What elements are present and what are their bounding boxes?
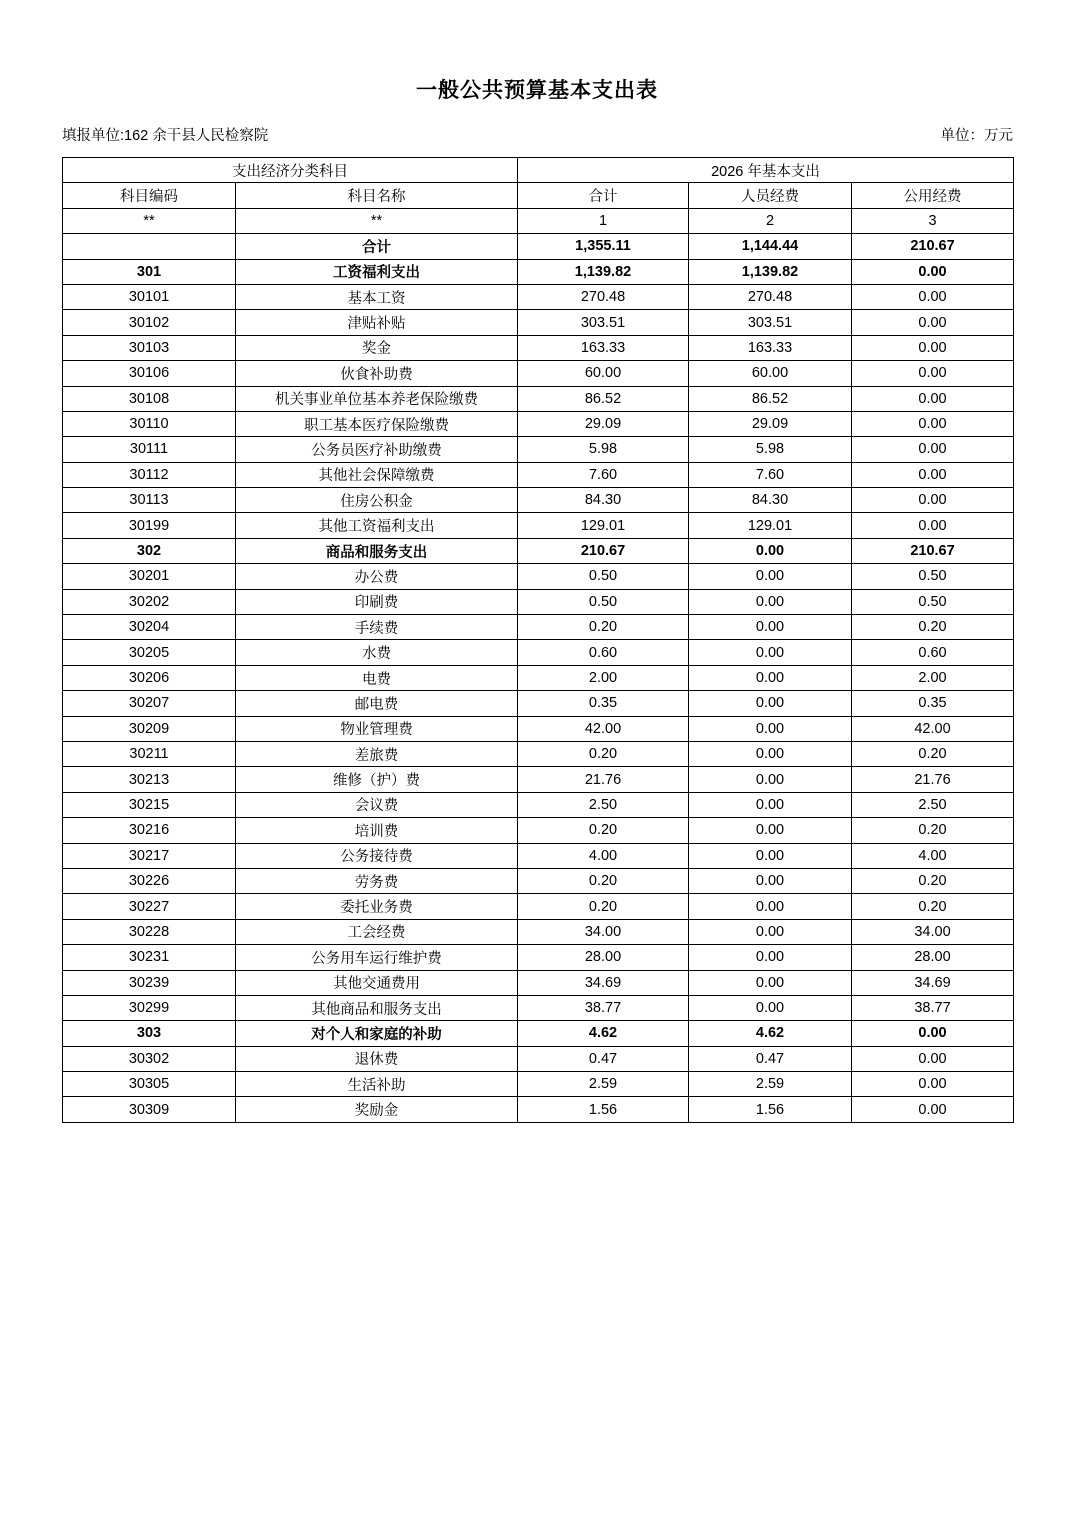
personnel-funds-cell: 0.00 <box>689 665 852 690</box>
column-header-subject-name: 科目名称 <box>236 183 518 208</box>
public-funds-cell: 2.50 <box>852 792 1014 817</box>
meta-row <box>62 124 1013 145</box>
personnel-funds-cell: 29.09 <box>689 411 852 436</box>
public-funds-cell: 0.50 <box>852 564 1014 589</box>
subject-code-cell: 30302 <box>63 1046 236 1071</box>
table-row <box>63 615 1014 640</box>
public-funds-cell: 0.00 <box>852 361 1014 386</box>
personnel-funds-cell: 60.00 <box>689 361 852 386</box>
public-funds-cell: 0.20 <box>852 868 1014 893</box>
personnel-funds-cell: 0.00 <box>689 792 852 817</box>
personnel-funds-cell: 0.00 <box>689 564 852 589</box>
table-row <box>63 868 1014 893</box>
table-row <box>63 284 1014 309</box>
header-group-row <box>63 158 1014 183</box>
subject-code-cell: 30217 <box>63 843 236 868</box>
personnel-funds-cell: 0.00 <box>689 843 852 868</box>
table-row <box>63 1021 1014 1046</box>
public-funds-cell: 0.00 <box>852 411 1014 436</box>
subject-code-cell: 30213 <box>63 767 236 792</box>
personnel-funds-cell: 0.00 <box>689 741 852 766</box>
public-funds-cell: 0.20 <box>852 615 1014 640</box>
total-cell: 38.77 <box>518 995 689 1020</box>
public-funds-cell: 0.20 <box>852 818 1014 843</box>
public-funds-cell: 0.00 <box>852 1046 1014 1071</box>
subject-code-cell: 30209 <box>63 716 236 741</box>
subject-code-cell: 302 <box>63 538 236 563</box>
code-index-cell: ** <box>236 208 518 233</box>
table-row <box>63 894 1014 919</box>
personnel-funds-cell: 0.00 <box>689 716 852 741</box>
code-index-cell: 2 <box>689 208 852 233</box>
subject-name-cell: 会议费 <box>236 792 518 817</box>
personnel-funds-cell: 1,139.82 <box>689 259 852 284</box>
table-row <box>63 919 1014 944</box>
subject-code-cell: 30239 <box>63 970 236 995</box>
table-row <box>63 437 1014 462</box>
subject-code-cell: 30226 <box>63 868 236 893</box>
personnel-funds-cell: 0.00 <box>689 640 852 665</box>
public-funds-cell: 0.00 <box>852 1097 1014 1122</box>
table-row <box>63 513 1014 538</box>
total-cell: 2.50 <box>518 792 689 817</box>
total-cell: 21.76 <box>518 767 689 792</box>
subject-name-cell: 合计 <box>236 234 518 259</box>
public-funds-cell: 0.00 <box>852 284 1014 309</box>
subject-name-cell: 委托业务费 <box>236 894 518 919</box>
total-cell: 0.35 <box>518 691 689 716</box>
subject-code-cell: 30227 <box>63 894 236 919</box>
subject-code-cell: 30106 <box>63 361 236 386</box>
personnel-funds-cell: 0.00 <box>689 868 852 893</box>
header-group-classification: 支出经济分类科目 <box>63 158 518 183</box>
subject-name-cell: 其他商品和服务支出 <box>236 995 518 1020</box>
personnel-funds-cell: 163.33 <box>689 335 852 360</box>
subject-code-cell: 30108 <box>63 386 236 411</box>
public-funds-cell: 0.00 <box>852 386 1014 411</box>
subject-code-cell: 30111 <box>63 437 236 462</box>
subject-name-cell: 奖励金 <box>236 1097 518 1122</box>
public-funds-cell: 0.60 <box>852 640 1014 665</box>
total-cell: 86.52 <box>518 386 689 411</box>
subject-code-cell: 30215 <box>63 792 236 817</box>
subject-code-cell: 303 <box>63 1021 236 1046</box>
personnel-funds-cell: 1,144.44 <box>689 234 852 259</box>
personnel-funds-cell: 0.00 <box>689 818 852 843</box>
personnel-funds-cell: 0.00 <box>689 615 852 640</box>
subject-code-cell: 30101 <box>63 284 236 309</box>
total-cell: 163.33 <box>518 335 689 360</box>
code-index-cell: 1 <box>518 208 689 233</box>
public-funds-cell: 0.00 <box>852 1021 1014 1046</box>
personnel-funds-cell: 0.00 <box>689 919 852 944</box>
table-row <box>63 1072 1014 1097</box>
table-row <box>63 767 1014 792</box>
public-funds-cell: 210.67 <box>852 538 1014 563</box>
subject-code-cell: 30231 <box>63 945 236 970</box>
table-row <box>63 640 1014 665</box>
header-columns-row <box>63 183 1014 208</box>
subject-code-cell: 30102 <box>63 310 236 335</box>
table-row <box>63 386 1014 411</box>
subject-code-cell: 30216 <box>63 818 236 843</box>
public-funds-cell: 0.00 <box>852 488 1014 513</box>
personnel-funds-cell: 86.52 <box>689 386 852 411</box>
total-cell: 84.30 <box>518 488 689 513</box>
table-row <box>63 259 1014 284</box>
total-cell: 7.60 <box>518 462 689 487</box>
subject-name-cell: 电费 <box>236 665 518 690</box>
subject-name-cell: 手续费 <box>236 615 518 640</box>
table-row <box>63 361 1014 386</box>
subject-name-cell: 职工基本医疗保险缴费 <box>236 411 518 436</box>
column-header-public-funds: 公用经费 <box>852 183 1014 208</box>
subject-code-cell: 301 <box>63 259 236 284</box>
table-row <box>63 1097 1014 1122</box>
total-cell: 0.47 <box>518 1046 689 1071</box>
public-funds-cell: 2.00 <box>852 665 1014 690</box>
personnel-funds-cell: 0.00 <box>689 970 852 995</box>
public-funds-cell: 42.00 <box>852 716 1014 741</box>
total-cell: 0.60 <box>518 640 689 665</box>
personnel-funds-cell: 2.59 <box>689 1072 852 1097</box>
total-cell: 34.00 <box>518 919 689 944</box>
table-row <box>63 665 1014 690</box>
subject-name-cell: 商品和服务支出 <box>236 538 518 563</box>
subject-name-cell: 印刷费 <box>236 589 518 614</box>
subject-code-cell: 30211 <box>63 741 236 766</box>
personnel-funds-cell: 129.01 <box>689 513 852 538</box>
subject-name-cell: 其他社会保障缴费 <box>236 462 518 487</box>
subject-code-cell: 30204 <box>63 615 236 640</box>
total-cell: 4.62 <box>518 1021 689 1046</box>
subject-name-cell: 维修（护）费 <box>236 767 518 792</box>
table-row <box>63 741 1014 766</box>
subject-name-cell: 伙食补助费 <box>236 361 518 386</box>
code-index-cell: 3 <box>852 208 1014 233</box>
total-cell: 129.01 <box>518 513 689 538</box>
table-row <box>63 488 1014 513</box>
subject-code-cell: 30309 <box>63 1097 236 1122</box>
public-funds-cell: 34.00 <box>852 919 1014 944</box>
public-funds-cell: 0.35 <box>852 691 1014 716</box>
public-funds-cell: 0.00 <box>852 513 1014 538</box>
table-row <box>63 818 1014 843</box>
total-cell: 0.20 <box>518 818 689 843</box>
subject-name-cell: 培训费 <box>236 818 518 843</box>
subject-name-cell: 对个人和家庭的补助 <box>236 1021 518 1046</box>
header-code-index-row <box>63 208 1014 233</box>
subject-name-cell: 公务接待费 <box>236 843 518 868</box>
subject-name-cell: 邮电费 <box>236 691 518 716</box>
public-funds-cell: 0.00 <box>852 335 1014 360</box>
table-row <box>63 335 1014 360</box>
total-cell: 0.50 <box>518 589 689 614</box>
total-cell: 0.50 <box>518 564 689 589</box>
table-row <box>63 462 1014 487</box>
total-cell: 1.56 <box>518 1097 689 1122</box>
total-cell: 2.59 <box>518 1072 689 1097</box>
personnel-funds-cell: 7.60 <box>689 462 852 487</box>
total-cell: 4.00 <box>518 843 689 868</box>
subject-code-cell: 30110 <box>63 411 236 436</box>
subject-code-cell: 30205 <box>63 640 236 665</box>
table-row <box>63 538 1014 563</box>
subject-name-cell: 退休费 <box>236 1046 518 1071</box>
table-row <box>63 792 1014 817</box>
subject-code-cell: 30305 <box>63 1072 236 1097</box>
subject-code-cell <box>63 234 236 259</box>
subject-code-cell: 30207 <box>63 691 236 716</box>
subject-code-cell: 30228 <box>63 919 236 944</box>
subject-code-cell: 30202 <box>63 589 236 614</box>
subject-name-cell: 机关事业单位基本养老保险缴费 <box>236 386 518 411</box>
subject-name-cell: 工资福利支出 <box>236 259 518 284</box>
table-row <box>63 945 1014 970</box>
total-cell: 29.09 <box>518 411 689 436</box>
public-funds-cell: 0.00 <box>852 437 1014 462</box>
table-body <box>63 234 1014 1123</box>
personnel-funds-cell: 0.47 <box>689 1046 852 1071</box>
public-funds-cell: 4.00 <box>852 843 1014 868</box>
total-cell: 0.20 <box>518 894 689 919</box>
personnel-funds-cell: 4.62 <box>689 1021 852 1046</box>
table-row <box>63 411 1014 436</box>
basic-expenditure-table <box>62 157 1014 1123</box>
subject-name-cell: 公务员医疗补助缴费 <box>236 437 518 462</box>
subject-code-cell: 30206 <box>63 665 236 690</box>
personnel-funds-cell: 84.30 <box>689 488 852 513</box>
subject-code-cell: 30103 <box>63 335 236 360</box>
subject-code-cell: 30113 <box>63 488 236 513</box>
personnel-funds-cell: 270.48 <box>689 284 852 309</box>
personnel-funds-cell: 303.51 <box>689 310 852 335</box>
personnel-funds-cell: 1.56 <box>689 1097 852 1122</box>
total-cell: 210.67 <box>518 538 689 563</box>
subject-name-cell: 奖金 <box>236 335 518 360</box>
subject-name-cell: 津贴补贴 <box>236 310 518 335</box>
subject-name-cell: 基本工资 <box>236 284 518 309</box>
personnel-funds-cell: 0.00 <box>689 894 852 919</box>
public-funds-cell: 21.76 <box>852 767 1014 792</box>
public-funds-cell: 34.69 <box>852 970 1014 995</box>
table-row <box>63 716 1014 741</box>
total-cell: 0.20 <box>518 741 689 766</box>
table-row <box>63 843 1014 868</box>
column-header-personnel-funds: 人员经费 <box>689 183 852 208</box>
total-cell: 303.51 <box>518 310 689 335</box>
table-row <box>63 1046 1014 1071</box>
personnel-funds-cell: 0.00 <box>689 538 852 563</box>
table-row <box>63 995 1014 1020</box>
header-group-year-expenditure: 2026 年基本支出 <box>518 158 1014 183</box>
personnel-funds-cell: 0.00 <box>689 995 852 1020</box>
public-funds-cell: 0.00 <box>852 1072 1014 1097</box>
total-cell: 1,355.11 <box>518 234 689 259</box>
total-cell: 2.00 <box>518 665 689 690</box>
subject-name-cell: 其他交通费用 <box>236 970 518 995</box>
subject-name-cell: 办公费 <box>236 564 518 589</box>
public-funds-cell: 0.50 <box>852 589 1014 614</box>
subject-code-cell: 30299 <box>63 995 236 1020</box>
personnel-funds-cell: 0.00 <box>689 589 852 614</box>
page-title: 一般公共预算基本支出表 <box>416 79 658 102</box>
table-row <box>63 564 1014 589</box>
total-cell: 0.20 <box>518 615 689 640</box>
column-header-total: 合计 <box>518 183 689 208</box>
total-cell: 42.00 <box>518 716 689 741</box>
subject-code-cell: 30201 <box>63 564 236 589</box>
subject-name-cell: 其他工资福利支出 <box>236 513 518 538</box>
public-funds-cell: 0.20 <box>852 741 1014 766</box>
table-row <box>63 310 1014 335</box>
public-funds-cell: 0.00 <box>852 259 1014 284</box>
subject-code-cell: 30112 <box>63 462 236 487</box>
personnel-funds-cell: 0.00 <box>689 945 852 970</box>
table-row <box>63 589 1014 614</box>
total-cell: 5.98 <box>518 437 689 462</box>
subject-name-cell: 差旅费 <box>236 741 518 766</box>
total-cell: 1,139.82 <box>518 259 689 284</box>
personnel-funds-cell: 0.00 <box>689 767 852 792</box>
subject-name-cell: 工会经费 <box>236 919 518 944</box>
public-funds-cell: 0.00 <box>852 462 1014 487</box>
subject-code-cell: 30199 <box>63 513 236 538</box>
subject-name-cell: 物业管理费 <box>236 716 518 741</box>
public-funds-cell: 210.67 <box>852 234 1014 259</box>
personnel-funds-cell: 0.00 <box>689 691 852 716</box>
subject-name-cell: 水费 <box>236 640 518 665</box>
public-funds-cell: 0.20 <box>852 894 1014 919</box>
subject-name-cell: 住房公积金 <box>236 488 518 513</box>
column-header-subject-code: 科目编码 <box>63 183 236 208</box>
public-funds-cell: 38.77 <box>852 995 1014 1020</box>
reporting-unit-label: 填报单位:162 余干县人民检察院 <box>62 128 269 144</box>
subject-name-cell: 公务用车运行维护费 <box>236 945 518 970</box>
table-row <box>63 234 1014 259</box>
subject-name-cell: 生活补助 <box>236 1072 518 1097</box>
code-index-cell: ** <box>63 208 236 233</box>
table-row <box>63 970 1014 995</box>
total-cell: 28.00 <box>518 945 689 970</box>
total-cell: 0.20 <box>518 868 689 893</box>
total-cell: 60.00 <box>518 361 689 386</box>
total-cell: 34.69 <box>518 970 689 995</box>
personnel-funds-cell: 5.98 <box>689 437 852 462</box>
public-funds-cell: 28.00 <box>852 945 1014 970</box>
currency-unit-label: 单位：万元 <box>940 128 1013 144</box>
subject-name-cell: 劳务费 <box>236 868 518 893</box>
public-funds-cell: 0.00 <box>852 310 1014 335</box>
table-row <box>63 691 1014 716</box>
table-header <box>63 158 1014 234</box>
total-cell: 270.48 <box>518 284 689 309</box>
